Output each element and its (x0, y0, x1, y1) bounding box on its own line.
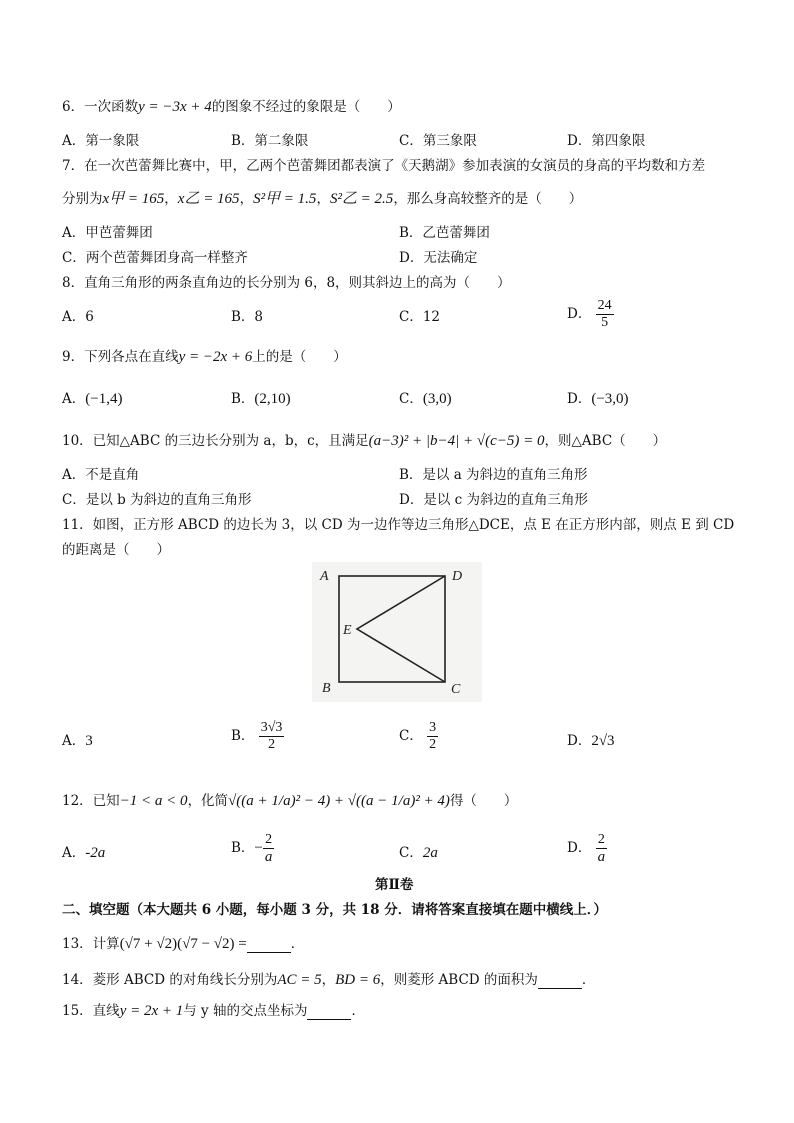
q6-option-c: C．第三象限 (399, 133, 477, 149)
q12-option-c-label: C． (399, 845, 423, 861)
q12-b-denominator: a (264, 849, 273, 865)
q15-stem-mid: 与 y 轴的交点坐标为 (183, 1003, 308, 1019)
q10-stem (62, 432, 666, 450)
q6-formula: y = −3x + 4 (138, 99, 212, 115)
q12-b-minus: − (254, 840, 263, 856)
q6-stem-pre: 6．一次函数 (62, 99, 139, 115)
q14-stem: 14．菱形 ABCD 的对角线长分别为AC = 5，BD = 6，则菱形 ABCD 的面积为 ． (62, 972, 596, 988)
label-d: D (452, 569, 463, 584)
q11-c-numerator: 3 (429, 720, 437, 735)
q15-answer-blank[interactable] (307, 1005, 351, 1020)
q9-option-b-label: B． (231, 391, 255, 407)
q8-option-a: A．6 (62, 309, 94, 325)
q12-stem-pre: 12．已知 (62, 793, 120, 809)
q6-stem (62, 98, 401, 116)
q12-option-c-value: 2a (422, 845, 438, 861)
q7-var-yi: S²乙 = 2.5 (329, 191, 394, 207)
q15-stem-pre: 15．直线 (62, 1003, 120, 1019)
q11-c-denominator: 2 (429, 737, 437, 752)
q12-stem-mid: ，化简 (187, 793, 229, 809)
q7-var-jia: S²甲 = 1.5 (253, 191, 317, 207)
q12-option-b-label: B． (231, 840, 255, 856)
q12-option-a-label: A． (62, 845, 86, 861)
q14-stem-post: ． (581, 972, 596, 988)
q13-stem (62, 935, 304, 953)
q11-option-b-label: B． (231, 728, 255, 744)
q11-stem-line1: 11．如图，正方形 ABCD 的边长为 3，以 CD 为一边作等边三角形△DCE，点 E 在正方形内部，则点 E 到 CD (62, 517, 735, 533)
q9-option-a-label: A． (62, 391, 86, 407)
q8-option-d-label: D． (567, 306, 592, 322)
q12-option-a-value: -2a (85, 845, 106, 861)
q6-stem-post: 的图象不经过的象限是（ ） (211, 99, 401, 115)
q7-stem-line2-post: ，那么身高较整齐的是（ ） (393, 191, 583, 207)
label-b: B (322, 681, 331, 696)
q13-answer-blank[interactable] (247, 938, 291, 953)
q12-expression: √((a + 1/a)² − 4) + √((a − 1/a)² + 4) (228, 793, 450, 809)
q8-d-numerator: 24 (597, 298, 612, 313)
q9-option-d-value: (−3,0) (591, 391, 629, 407)
q13-expression: (√7 + √2)(√7 − √2) = (119, 936, 247, 952)
q11-option-a-value: 3 (85, 733, 93, 749)
part2-heading: 二、填空题（本大题共 6 小题，每小题 3 分，共 18 分．请将答案直接填在题中横线上．） (62, 902, 608, 918)
q7-option-b: B．乙芭蕾舞团 (399, 225, 490, 241)
q11-option-c-fraction (427, 720, 438, 753)
q8-option-d (567, 298, 614, 331)
q9-option-a (62, 390, 122, 408)
q9-formula: y = −2x + 6 (178, 349, 253, 365)
q13-stem-pre: 13．计算 (62, 936, 120, 952)
q11-square-figure (312, 562, 482, 702)
q12-stem (62, 792, 517, 810)
q12-option-d-fraction (596, 832, 608, 865)
q7-stem-line2-pre: 分别为 (62, 191, 103, 207)
q9-option-d-label: D． (567, 391, 592, 407)
q13-stem-post: ． (290, 936, 305, 952)
q12-condition: −1 < a < 0 (119, 793, 188, 809)
q10-formula: (a−3)² + |b−4| + √(c−5) = 0 (368, 433, 545, 449)
q8-option-c: C．12 (399, 309, 441, 325)
q12-option-b (231, 832, 274, 865)
q11-option-d-value: 2√3 (591, 733, 615, 749)
q9-stem-pre: 9．下列各点在直线 (62, 349, 179, 365)
q10-option-b: B．是以 a 为斜边的直角三角形 (399, 467, 588, 483)
q14-stem-pre: 14．菱形 ABCD 的对角线长分别为 (62, 972, 278, 988)
q7-stem-line1: 7．在一次芭蕾舞比赛中，甲，乙两个芭蕾舞团都表演了《天鹅湖》参加表演的女演员的身高的平均数和方差 (62, 158, 706, 174)
q8-stem: 8．直角三角形的两条直角边的长分别为 6，8，则其斜边上的高为（ ） (62, 275, 511, 291)
q9-option-c (399, 390, 452, 408)
q11-option-d-label: D． (567, 733, 592, 749)
q15-stem-post: ． (351, 1003, 365, 1019)
label-e: E (343, 623, 352, 638)
q7-mean-jia: x甲 = 165 (102, 191, 165, 207)
q6-option-a: A．第一象限 (62, 133, 140, 149)
q14-answer-blank[interactable] (538, 974, 582, 989)
q14-bd: BD = 6 (335, 972, 381, 988)
q12-option-c (399, 844, 438, 862)
q9-stem-post: 上的是（ ） (252, 349, 347, 365)
q11-option-d (567, 732, 615, 750)
q10-option-c: C．是以 b 为斜边的直角三角形 (62, 492, 252, 508)
q9-option-c-value: (3,0) (422, 391, 452, 407)
q15-stem (62, 1002, 365, 1020)
q9-option-d (567, 390, 629, 408)
q7-option-a: A．甲芭蕾舞团 (62, 225, 153, 241)
q14-stem-mid: ，则菱形 ABCD 的面积为 (380, 972, 538, 988)
q8-d-denominator: 5 (601, 315, 609, 330)
q10-option-d: D．是以 c 为斜边的直角三角形 (399, 492, 588, 508)
q11-option-a (62, 732, 93, 750)
q7-mean-yi: x乙 = 165 (177, 191, 240, 207)
q9-stem (62, 348, 347, 366)
q14-ac: AC = 5 (277, 972, 322, 988)
q10-option-a: A．不是直角 (62, 467, 140, 483)
label-a: A (320, 569, 329, 584)
q12-option-a (62, 844, 105, 862)
q11-b-denominator: 2 (268, 737, 276, 752)
q7-stem-line2: 分别为x甲 = 165，x乙 = 165，S²甲 = 1.5，S²乙 = 2.5，那么身高较整齐的是（ ） (62, 191, 583, 207)
q15-formula: y = 2x + 1 (119, 1003, 184, 1019)
q6-option-b: B．第二象限 (231, 133, 309, 149)
section-title: 第Ⅱ卷 (375, 877, 414, 893)
q6-option-d: D．第四象限 (567, 133, 646, 149)
q10-stem-post: ，则△ABC（ ） (544, 433, 667, 449)
q11-option-b (231, 720, 284, 753)
q11-b-numerator: 3√3 (260, 720, 283, 735)
q7-option-c: C．两个芭蕾舞团身高一样整齐 (62, 250, 248, 266)
q11-stem-line2: 的距离是（ ） (62, 542, 170, 558)
q11-option-a-label: A． (62, 733, 86, 749)
q11-option-c (399, 720, 438, 753)
q12-option-d (567, 832, 607, 865)
q9-option-b (231, 390, 291, 408)
q9-option-a-value: (−1,4) (85, 391, 123, 407)
q8-option-b: B．8 (231, 309, 264, 325)
q12-stem-post: 得（ ） (449, 793, 518, 809)
q12-d-numerator: 2 (596, 832, 608, 849)
q9-option-b-value: (2,10) (254, 391, 291, 407)
q9-option-c-label: C． (399, 391, 423, 407)
q12-option-d-label: D． (567, 840, 592, 856)
q7-option-d: D．无法确定 (399, 250, 478, 266)
q12-b-numerator: 2 (263, 832, 275, 849)
q11-option-c-label: C． (399, 728, 423, 744)
q10-stem-pre: 10．已知△ABC 的三边长分别为 a，b，c，且满足 (62, 433, 369, 449)
q12-d-denominator: a (597, 849, 606, 865)
q8-option-d-fraction (596, 298, 614, 331)
q12-option-b-fraction (263, 832, 275, 865)
label-c: C (451, 682, 461, 697)
q11-option-b-fraction (259, 720, 285, 753)
